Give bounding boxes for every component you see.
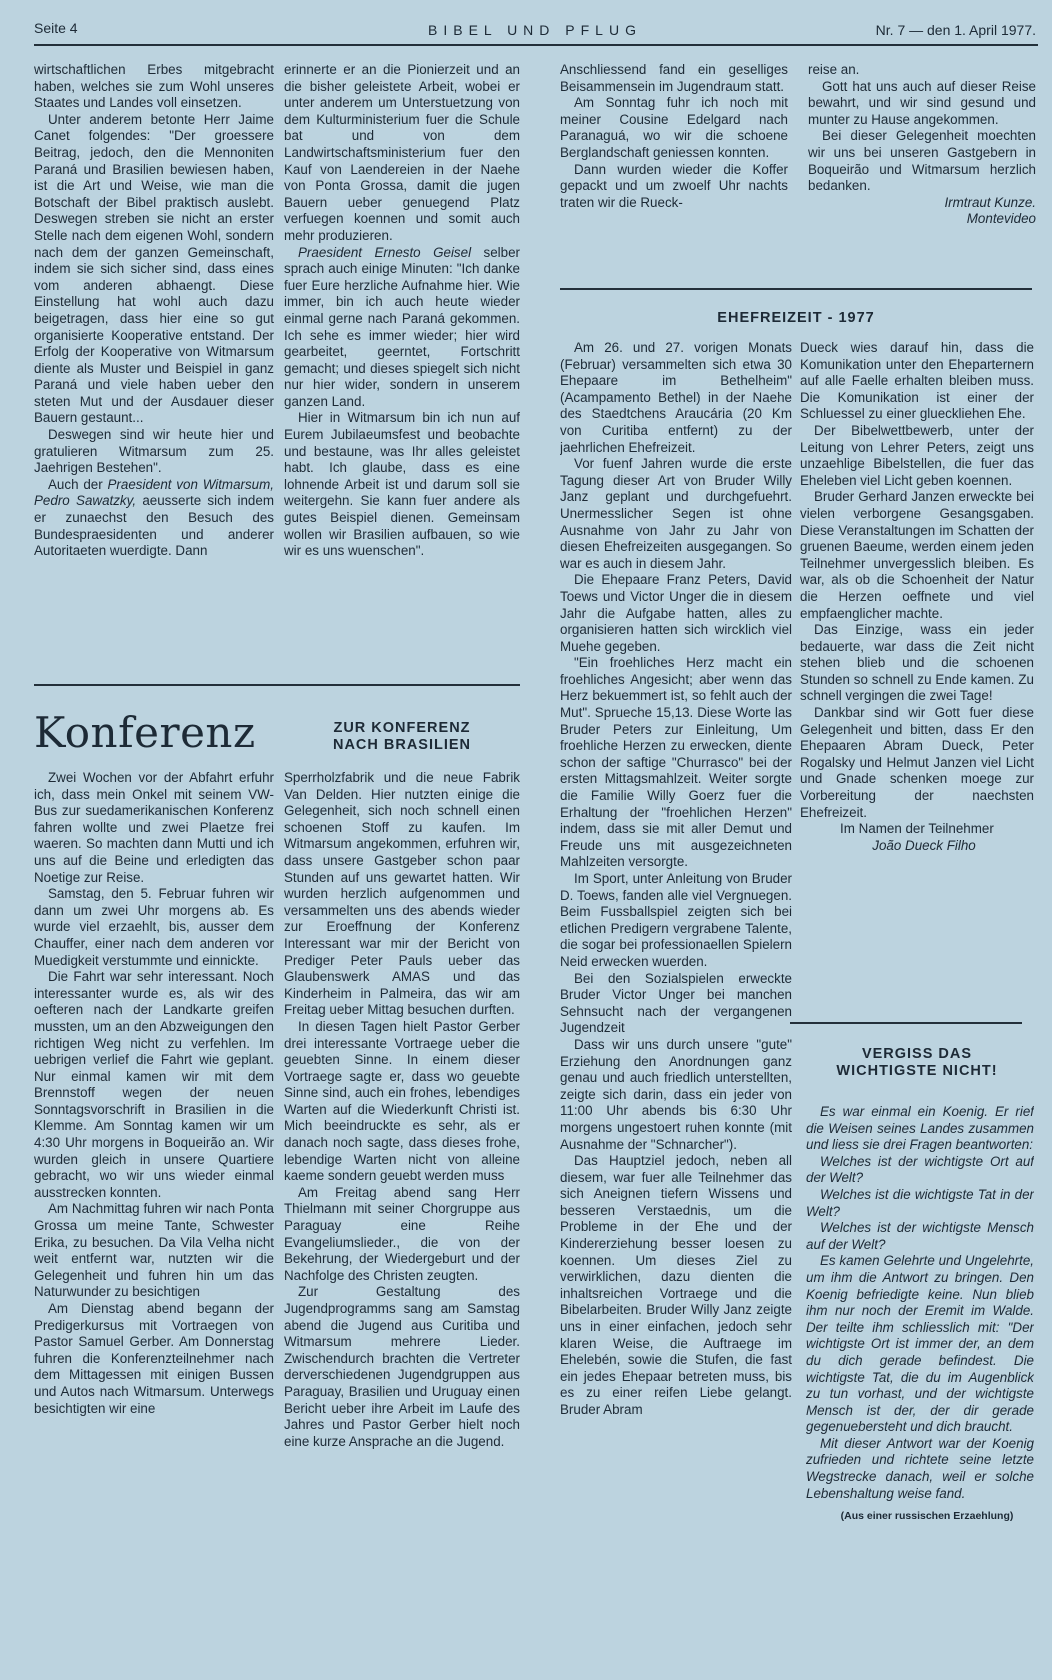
paragraph: Gott hat uns auch auf dieser Reise bewahrt, und wir sind gesund und munter zu Hause angekommen. bbox=[808, 78, 1036, 127]
paragraph: Dass wir uns durch unsere "gute" Erziehung den Anordnungen ganz genau und auch friedlich unterstellten, zeigte sich darin, dass ein jeder von 11:00 Uhr abends bis 6:30 Uhr morgens ungestoert ruhen konnte (mit Ausnahme der "Schnarcher"). bbox=[560, 1036, 792, 1152]
paragraph: Das Hauptziel jedoch, neben all diesem, war fuer alle Teilnehmer das sich Aneignen tiefern Wissens und besseren Verstaednis, um die Probleme in der Ehe und der Kindererziehung besser loesen zu koennen. Um dieses Ziel zu verwirklichen, dazu dienten die inhaltsreichen Vortraege und die Bibelarbeiten. Bruder Willy Janz zeigte uns in einer einfachen, jedoch sehr klaren Weise, die Auftraege im Ehelebén, sowie die Stufen, die fast ein jedes Ehepaar betreten muss, bis es zu einer reifen Liebe gelangt. Bruder Abram bbox=[560, 1153, 792, 1417]
ehefreizeit-col2 bbox=[800, 340, 1034, 985]
konferenz-col2 bbox=[284, 770, 520, 1660]
article-reise-col2 bbox=[808, 62, 1036, 282]
signature: João Dueck Filho bbox=[872, 837, 976, 853]
paragraph: Am Dienstag abend begann der Predigerkursus mit Vortraegen von Pastor Samuel Gerber. Am Donnerstag fuhren die Konferenzteilnehmer nach dem Mittagessen mit einigen Bussen und Autos nach Witmarsum. Unterwegs besichtigten wir eine bbox=[34, 1301, 274, 1416]
paragraph: Die Ehepaare Franz Peters, David Toews und Victor Unger die in diesem Jahr die Aufgabe hatten, alles zu organisieren hatten sich wircklich viel Muehe gegeben. bbox=[560, 572, 792, 654]
paragraph: Dankbar sind wir Gott fuer diese Gelegenheit und bitten, dass Er den Ehepaaren Abram Dueck, Peter Rogalsky und Helmut Janzen viel Licht und Gnade schenken moege zur Vorbereitung der naechsten Ehefreizeit. bbox=[800, 705, 1034, 820]
text-span: selber sprach auch einige Minuten: "Ich danke fuer Eure herzliche Aufnahme hier. Wie immer, bin ich auch heute wieder einmal gerne nach Paraná gekommen. Ich sehe es immer wieder; hier wird gearbeitet, geerntet, Fortschritt gemacht; und dieses spiegelt sich nicht nur hier wider, sondern in unserem ganzen Land. bbox=[284, 244, 520, 409]
page-header bbox=[34, 18, 1036, 44]
paragraph: Bei dieser Gelegenheit moechten wir uns bei unseren Gastgebern in Boqueirão und Witmarsum herzlich bedanken. bbox=[808, 128, 1036, 194]
paragraph: Deswegen sind wir heute hier und gratulieren Witmarsum zum 25. Jaehrigen Bestehen". bbox=[34, 427, 274, 476]
paragraph: Bei den Sozialspielen erweckte Bruder Victor Unger bei manchen Sehnsucht nach der vergangenen Jugendzeit bbox=[560, 970, 792, 1036]
konferenz-title: Konferenz bbox=[34, 708, 256, 757]
paragraph: Im Namen der Teilnehmer bbox=[840, 821, 994, 837]
paragraph: Sperrholzfabrik und die neue Fabrik Van Delden. Hier nutzten einige die Gelegenheit, sich noch schnell einen schoenen Stoff zu kaufen. Im Witmarsum angekommen, erfuhren wir, dass unsere Gastgeber schon paar Stunden auf uns gewartet hatten. Wir wurden herzlich aufgenommen und versammelten uns des abends wieder zur Eroeffnung der Konferenz Interessant war mir der Bericht von Prediger Peter Pauls ueber das Glaubenswerk AMAS und das Kinderheim in Palmeira, das wir am Freitag ueber Mittag besuchen durften. bbox=[284, 770, 520, 1018]
paragraph: Mit dieser Antwort war der Koenig zufrieden und richtete seine letzte Wegstrecke danach, weil er solche Lebenshaltung weise fand. bbox=[806, 1435, 1034, 1501]
paragraph: Das Einzige, wass ein jeder bedauerte, war dass die Zeit nicht stehen blieb und die schoenen Stunden so schnell zu Ende kamen. Zu schnell vergingen die zwei Tage! bbox=[800, 622, 1034, 704]
ehefreizeit-title: EHEFREIZEIT - 1977 bbox=[717, 310, 875, 326]
paragraph: Am Nachmittag fuhren wir nach Ponta Grossa um meine Tante, Schwester Erika, zu besuchen. Da Vila Velha nicht weit entfernt war, nutzten wir die Gelegenheit und fuhren hin um das Naturwunder zu besichtigen bbox=[34, 1201, 274, 1300]
konferenz-subtitle bbox=[284, 720, 520, 754]
paragraph: Im Sport, unter Anleitung von Bruder D. Toews, fanden alle viel Vergnuegen. Beim Fussballspiel zeigten sich bei etlichen Predigern vergrabene Talente, die sogar bei professionaellen Spielern Neid erwecken wuerden. bbox=[560, 871, 792, 969]
paragraph: Am 26. und 27. vorigen Monats (Februar) versammelten sich etwa 30 Ehepaare im Bethelheim" (Acampamento Bethel) in der Naehe des Staedtchens Araucária (20 Km von Curitiba entfernt) zu der jaehrlichen Ehefreizeit. bbox=[560, 340, 792, 455]
paragraph: Am Freitag abend sang Herr Thielmann mit seiner Chorgruppe aus Paraguay eine Reihe Evangeliumslieder., die von der Bekehrung, der Wiedergeburt und der Nachfolge des Christen zeugten. bbox=[284, 1184, 520, 1283]
paragraph: Bruder Gerhard Janzen erweckte bei vielen verborgene Gesangsgaben. Diese Veranstaltungen im Schatten der gruenen Baeume, werden einem jeden Teilnehmer unvergesslich bleiben. Es war, als ob die Schoenheit der Natur die Herzen oeffnete und viel empfaenglicher machte. bbox=[800, 489, 1034, 621]
paragraph: Unter anderem betonte Herr Jaime Canet folgendes: "Der groessere Beitrag, jedoch, den die Mennoniten Paraná und Brasilien bewiesen haben, ist die Art und Weise, wie man die Botschaft der Bibel praktisch auslebt. Deswegen streben sie nicht an erster Stelle nach dem eigenen Wohl, sondern nach dem der ganzen Gemeinschaft, indem sie sich sicher sind, dass eines vom anderen abhaengt. Diese Einstellung hat wohl auch dazu beigetragen, dass hier eine so gut organisierte Kooperative entstand. Der Erfolg der Kooperative von Witmarsum diente als Muster und Beispiel in ganz Paraná und viele haben ueber den steten Mut und der Ausdauer dieser Bauern gestaunt... bbox=[34, 111, 274, 426]
paragraph: Am Sonntag fuhr ich noch mit meiner Cousine Edelgard nach Paranaguá, wo wir die schoene Berglandschaft geniessen konnten. bbox=[560, 95, 788, 160]
person-name: Praesident Ernesto Geisel bbox=[298, 244, 472, 260]
paragraph: Dueck wies darauf hin, dass die Komunikation unter den Eheparternern auf alle Faelle erhalten bleiben muss. Die Komunikation ist einer der Schluessel zu einer glueckliehen Ehe. bbox=[800, 340, 1034, 422]
subtitle-line: ZUR KONFERENZ bbox=[333, 720, 471, 736]
person-name: Praesident von Witmarsum, Pedro Sawatzky, bbox=[34, 476, 274, 509]
paragraph: Es war einmal ein Koenig. Er rief die Weisen seines Landes zusammen und liess sie drei Fragen beantworten: bbox=[806, 1104, 1034, 1153]
paragraph: Zur Gestaltung des Jugendprogramms sang am Samstag abend die Jugend aus Curitiba und Witmarsum mehrere Lieder. Zwischendurch brachten die Vertreter derverschiedenen Jugendgruppen aus Paraguay, Brasilien und Uruguay einen Bericht ueber ihre Arbeit im Laufe des Jahres und Pastor Gerber hielt noch eine kurze Ansprache an die Jugend. bbox=[284, 1284, 520, 1449]
issue-date: Nr. 7 — den 1. April 1977. bbox=[875, 22, 1036, 38]
source-note: (Aus einer russischen Erzaehlung) bbox=[840, 1510, 1014, 1523]
vergiss-title bbox=[800, 1046, 1034, 1080]
title-line: WICHTIGSTE NICHT! bbox=[836, 1063, 998, 1079]
paragraph: Hier in Witmarsum bin ich nun auf Eurem Jubilaeumsfest und beobachte und bestaune, was Ihr alles geleistet habt. Ich glaube, dass es eine lohnende Arbeit ist und darum soll sie weitergehn. Sie kann fuer andere als gutes Beispiel dienen. Gemeinsam wollen wir Brasilien aufbauen, so wie wir es uns wuenschen". bbox=[284, 410, 520, 559]
article-witmarsum-col1 bbox=[34, 62, 274, 662]
konferenz-col1 bbox=[34, 770, 274, 1660]
paragraph: Vor fuenf Jahren wurde die erste Tagung dieser Art von Bruder Willy Janz geplant und durchgefuehrt. Unermesslicher Segen ist ohne Ausnahme von Jahr zu Jahr von diesen Ehefreizeiten ausgegangen. So war es auch in diesem Jahr. bbox=[560, 456, 792, 571]
ehefreizeit-col1 bbox=[560, 340, 792, 1615]
header-rule bbox=[34, 44, 1038, 46]
paragraph: Der Bibelwettbewerb, unter der Leitung von Lehrer Peters, zeigt uns unzaehlige Bibelstellen, die fuer das Eheleben viel Licht geben koennen. bbox=[800, 422, 1034, 488]
divider bbox=[790, 1022, 1022, 1024]
text-span: aeusserte sich indem er zunaechst den Besuch des Bundespraesidenten und anderer Autoritaeten wuerdigte. Dann bbox=[34, 493, 274, 559]
signature-place: Montevideo bbox=[966, 211, 1036, 227]
paragraph: reise an. bbox=[808, 62, 860, 77]
question: Welches ist der wichtigste Mensch auf der Welt? bbox=[806, 1220, 1034, 1252]
paragraph: In diesen Tagen hielt Pastor Gerber drei interessante Vortraege ueber die geuebten Sinne. In einem dieser Vortraege sagte er, dass wo geuebte Sinne sind, auch ein frohes, lebendiges Warten auf die Wiederkunft Christi ist. Mich beeindruckte es sehr, als er danach noch sagte, dass dieses frohe, lebendige Warten nicht von alleine kaeme sondern geuebt werden muss bbox=[284, 1018, 520, 1184]
paragraph: "Ein froehliches Herz macht ein froehliches Angesicht; aber wenn das Herz bekuemmert ist, so fehlt auch der Mut". Sprueche 15,13. Diese Worte las Bruder Peters zur Einleitung, Um froehliche Herzen zu erwecken, diente schon der saftige "Churrasco" bei der ersten Mittagsmahlzeit. Weiter sorgte die Familie Willy Goerz fuer die Erhaltung der "froehlichen Herzen" indem, dass sie mit aller Demut und Freude uns mit ausgezeichneten Mahlzeiten versorgte. bbox=[560, 655, 792, 870]
masthead: BIBEL UND PFLUG bbox=[428, 22, 642, 38]
paragraph: Dann wurden wieder die Koffer gepackt und um zwoelf Uhr nachts traten wir die Rueck- bbox=[560, 161, 788, 210]
paragraph bbox=[284, 245, 520, 411]
article-witmarsum-col2 bbox=[284, 62, 520, 672]
paragraph bbox=[34, 477, 274, 560]
page-number: Seite 4 bbox=[34, 20, 78, 36]
divider bbox=[34, 684, 520, 686]
title-line: VERGISS DAS bbox=[861, 1046, 973, 1062]
question: Welches ist die wichtigste Tat in der Welt? bbox=[806, 1186, 1034, 1219]
paragraph: Samstag, den 5. Februar fuhren wir dann um zwei Uhr morgens ab. Es wurde viel erzaehlt, bis, ausser dem Chauffer, einer nach dem anderen vor Muedigkeit verstummte und einnickte. bbox=[34, 886, 274, 968]
paragraph: wirtschaftlichen Erbes mitgebracht haben, welches sie zum Wohl unseres Staates und Landes voll einsetzen. bbox=[34, 62, 274, 111]
signature: Irmtraut Kunze. bbox=[944, 194, 1036, 210]
vergiss-story bbox=[806, 1104, 1034, 1664]
subtitle-line: NACH BRASILIEN bbox=[332, 737, 472, 753]
text-span: Auch der bbox=[48, 476, 108, 492]
paragraph: Die Fahrt war sehr interessant. Noch interessanter wurde es, als wir des oefteren nach der Landkarte greifen mussten, um an den Abzweigungen den richtigen Weg nicht zu verfehlen. Im uebrigen verlief die Fahrt wie geplant. Nur einmal kamen wir mit dem Brennstoff wegen der neuen Sonntagsvorschrift in Brasilien in die Klemme. Am Sonntag kamen wir um 4:30 Uhr morgens in Boqueirão an. Wir wurden gleich in unsere Quartiere gebracht, wo wir uns wieder einmal ausstrecken konnten. bbox=[34, 969, 274, 1200]
paragraph: Es kamen Gelehrte und Ungelehrte, um ihm die Antwort zu bringen. Den Koenig befriedigte keine. Nun blieb ihm nur noch der Eremit im Walde. Der teilte ihm schliesslich mit: "Der wichtigste Ort ist immer der, an dem du dich gerade befindest. Die wichtigste Tat, die du im Augenblick zu tun vorhast, und der wichtigste Mensch ist der, der dir gerade gegenuebersteht und dich braucht. bbox=[806, 1253, 1034, 1435]
divider bbox=[560, 288, 1032, 290]
question: Welches ist der wichtigste Ort auf der Welt? bbox=[806, 1153, 1034, 1186]
paragraph: erinnerte er an die Pionierzeit und an die bisher geleistete Arbeit, wobei er unter anderem um Unterstuetzung von dem Kulturministerium fuer die Schule bat und von dem Landwirtschaftsministerium fuer den Kauf von Laendereien in der Naehe von Ponta Grossa, damit die jugen Bauern ueber genuegend Platz verfuegen koennen und somit auch mehr produzieren. bbox=[284, 62, 520, 243]
paragraph: Zwei Wochen vor der Abfahrt erfuhr ich, dass mein Onkel mit seinem VW-Bus zur suedamerikanischen Konferenz fahren wollte und zwei Plaetze frei waeren. So machten dann Mutti und ich uns auf die Beine und erledigten das Noetige zur Reise. bbox=[34, 770, 274, 885]
paragraph: Anschliessend fand ein geselliges Beisammensein im Jugendraum statt. bbox=[560, 62, 788, 94]
article-reise-col1 bbox=[560, 62, 788, 272]
